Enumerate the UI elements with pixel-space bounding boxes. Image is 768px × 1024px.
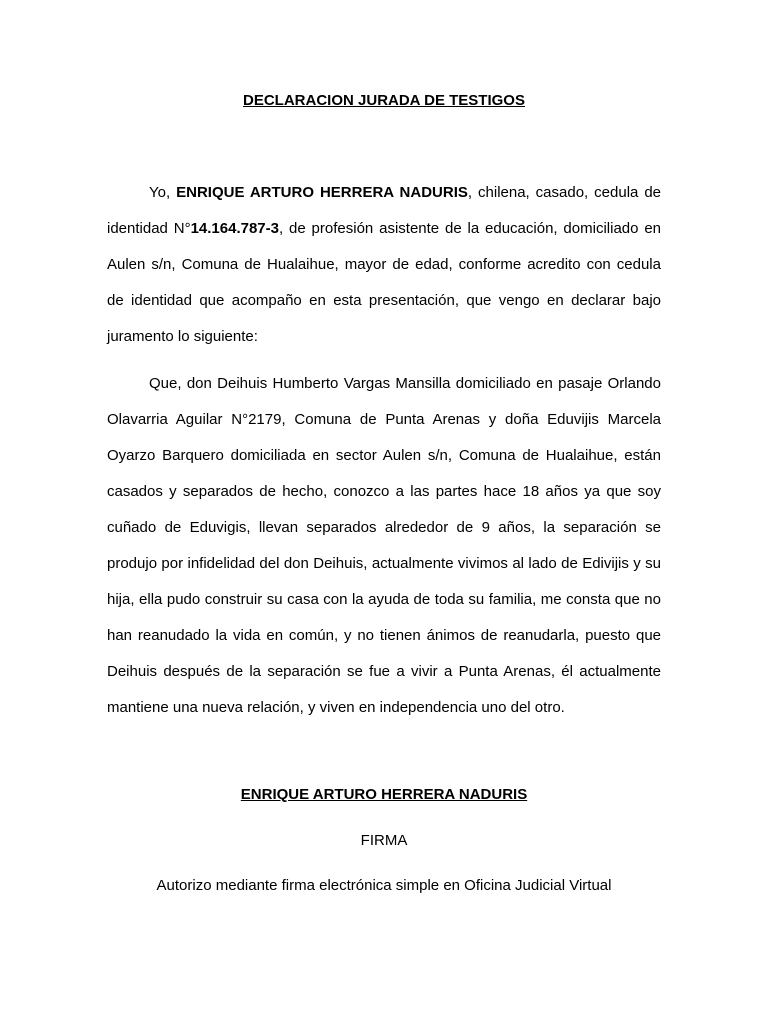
document-title: DECLARACION JURADA DE TESTIGOS <box>243 92 525 109</box>
signature-name: ENRIQUE ARTURO HERRERA NADURIS <box>240 786 528 803</box>
id-number: 14.164.787-3 <box>190 220 279 237</box>
testimony-text: Que, don Deihuis Humberto Vargas Mansilla domiciliado en pasaje Orlando Olavarria Aguilar N°2179, Comuna de Punta Arenas y doña Eduvijis Marcela Oyarzo Barquero domiciliada en sector Aulen s/n, Comuna de Hualaihue, están casados y separados de hecho, conozco a las partes hace 18 años ya que soy cuñado de Eduvigis, llevan separados alrededor de 9 años, la separación se produjo por infidelidad del don Deihuis, actualmente vivimos al lado de Edivijis y su hija, ella pudo construir su casa con la ayuda de toda su familia, me consta que no han reanudado la vida en común, y no tienen ánimos de reanudarla, puesto que Deihuis después de la separación se fue a vivir a Punta Arenas, él actualmente mantiene una nueva relación, y viven en independencia uno del otro. <box>107 375 661 716</box>
intro-text: Yo, <box>149 184 177 201</box>
declarant-paragraph <box>107 175 661 355</box>
declarant-name: ENRIQUE ARTURO HERRERA NADURIS <box>176 184 468 201</box>
testimony-paragraph <box>107 366 661 726</box>
signature-label: FIRMA <box>360 832 408 849</box>
declarant-profession-text: , de profesión asistente de la educación, domiciliado en Aulen s/n, Comuna de Hualaihue, mayor de edad, conforme acredito con cedula de identidad que acompaño en esta presentación, que vengo en declarar bajo juramento lo siguiente: <box>107 220 661 345</box>
authorization-note: Autorizo mediante firma electrónica simple en Oficina Judicial Virtual <box>156 877 612 894</box>
declarant-details-text: , chilena, casado, cedula de identidad N° <box>107 184 662 237</box>
